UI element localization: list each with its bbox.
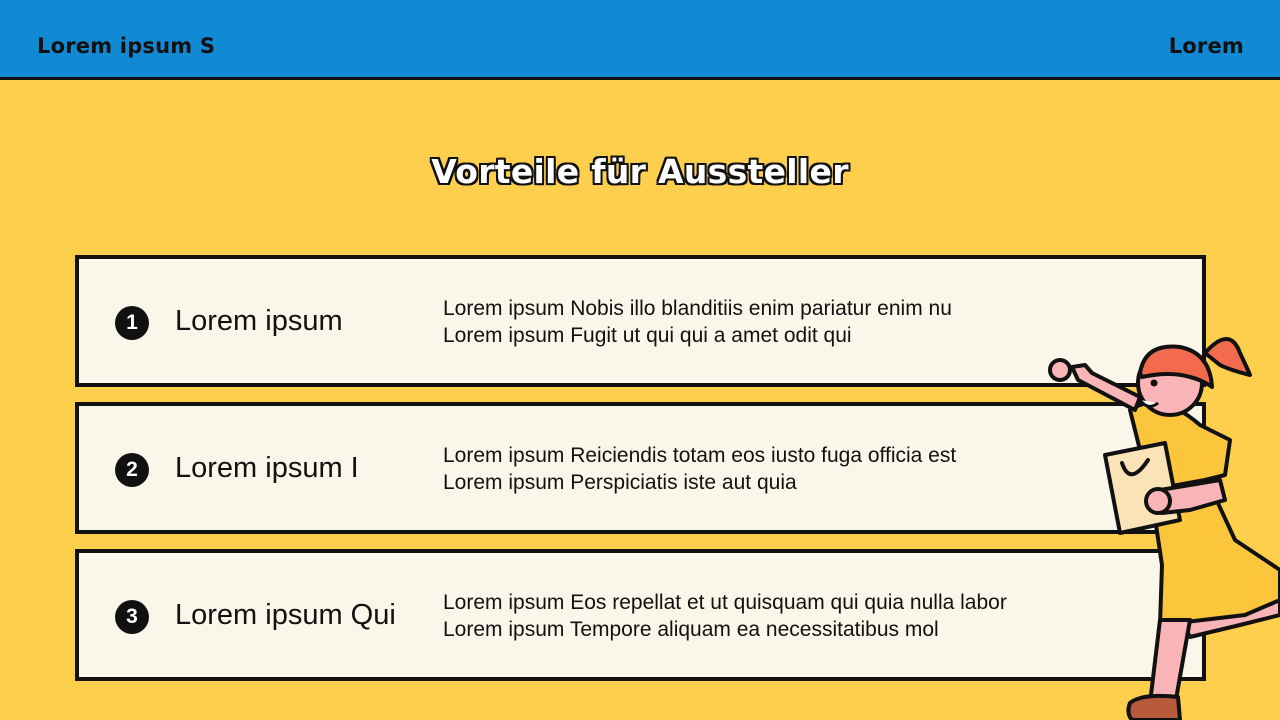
number-badge: 3 [115,600,149,634]
description-line-1: Lorem ipsum Eos repellat et ut quisquam qui quia nulla labor [443,591,1007,614]
benefit-description [443,442,956,496]
number-badge: 1 [115,306,149,340]
description-line-2: Lorem ipsum Perspiciatis iste aut quia [443,471,797,494]
slide-title: Vorteile für Aussteller [431,152,849,191]
description-line-2: Lorem ipsum Tempore aliquam ea necessitatibus mol [443,618,939,641]
top-banner [0,0,1280,80]
benefit-title: Lorem ipsum Qui [175,599,396,631]
girl-with-shopping-bag-illustration [1030,325,1280,720]
benefit-description [443,295,952,349]
benefit-title: Lorem ipsum [175,305,343,337]
description-line-1: Lorem ipsum Reiciendis totam eos iusto fuga officia est [443,444,957,467]
description-line-2: Lorem ipsum Fugit ut qui qui a amet odit qui [443,324,852,347]
description-line-1: Lorem ipsum Nobis illo blanditiis enim pariatur enim nu [443,297,952,320]
benefit-description [443,589,1007,643]
number-badge: 2 [115,453,149,487]
benefit-title: Lorem ipsum I [175,452,359,484]
header-right-text: Lorem [1168,34,1244,58]
header-left-text: Lorem ipsum S [37,34,216,58]
